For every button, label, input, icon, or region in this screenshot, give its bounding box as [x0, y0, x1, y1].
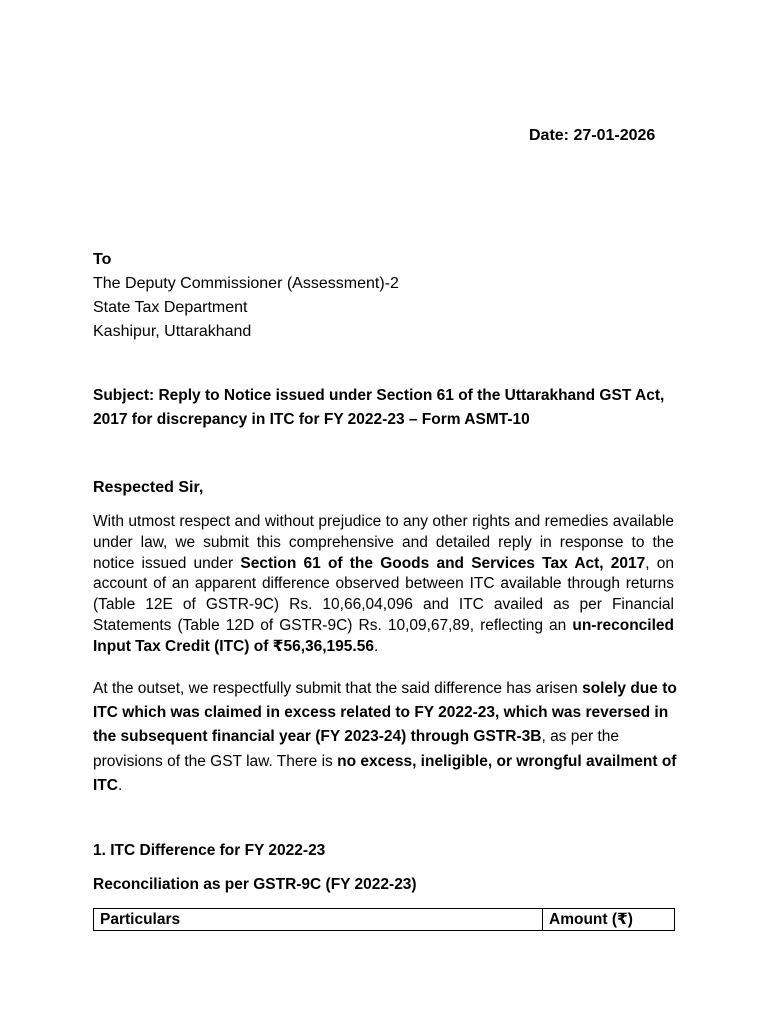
recipient-address	[93, 248, 399, 344]
section-heading: 1. ITC Difference for FY 2022-23	[93, 842, 326, 859]
para2-text-2: , as per the provisions of the GST law. There is	[93, 728, 619, 770]
para1-bold-itc: un-reconciled Input Tax Credit (ITC) of ₹56,36,195.56	[93, 616, 674, 655]
to-label: To	[93, 251, 112, 268]
para2-bold-no-excess: no excess, ineligible, or wrongful availment of ITC	[93, 752, 677, 794]
body-paragraph-2	[93, 677, 678, 798]
para1-text-1: With utmost respect and without prejudice to any other rights and remedies available under law, we submit this comprehensive and detailed reply in response to the notice issued under	[93, 513, 674, 572]
salutation: Respected Sir,	[93, 479, 204, 496]
para2-text-3: .	[117, 776, 123, 794]
letter-date: Date: 27-01-2026	[529, 127, 656, 144]
para1-bold-act: Section 61 of the Goods and Services Tax Act, 2017	[240, 554, 646, 572]
address-line-designation: The Deputy Commissioner (Assessment)-2	[93, 275, 399, 292]
header-amount: Amount (₹)	[543, 909, 675, 931]
header-particulars: Particulars	[94, 909, 543, 931]
reconciliation-heading: Reconciliation as per GSTR-9C (FY 2022-23)	[93, 876, 417, 893]
para1-text-2: , on account of an apparent difference observed between ITC available through returns (Table 12E of GSTR-9C) Rs. 10,66,04,096 and ITC availed as per Financial Statements (Table 12D of GSTR-9C) Rs. 10,09,67,89, reflecting an	[93, 554, 674, 634]
para1-text-3: .	[373, 637, 379, 655]
body-paragraph-1	[93, 512, 674, 658]
reconciliation-table	[93, 908, 675, 931]
table-header-row	[94, 909, 675, 931]
address-line-department: State Tax Department	[93, 299, 248, 316]
para2-bold-reason: solely due to ITC which was claimed in excess related to FY 2022-23, which was reversed in the subsequent financial year (FY 2023-24) through GSTR-3B	[93, 680, 677, 746]
subject-line: Subject: Reply to Notice issued under Section 61 of the Uttarakhand GST Act, 2017 for discrepancy in ITC for FY 2022-23 – Form ASMT-10	[93, 387, 665, 428]
address-line-location: Kashipur, Uttarakhand	[93, 323, 252, 340]
para2-text-1: At the outset, we respectfully submit that the said difference has arisen	[93, 680, 583, 697]
